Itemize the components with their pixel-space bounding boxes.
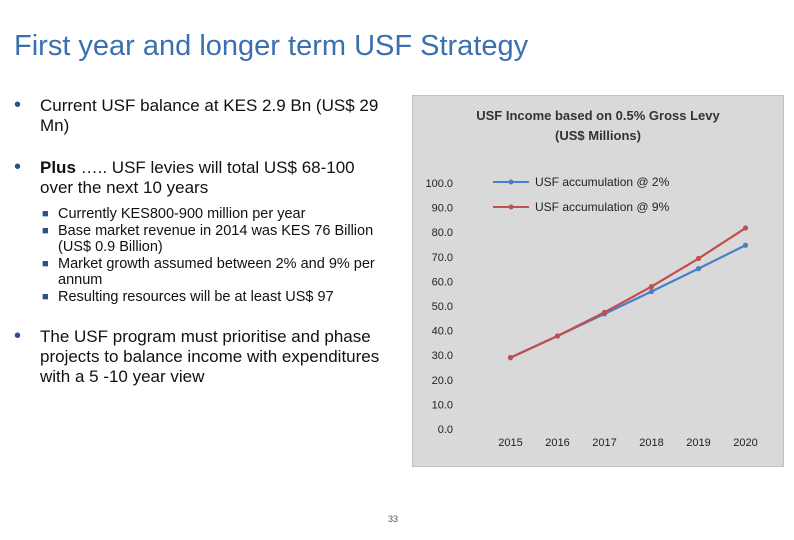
y-tick-label: 30.0 bbox=[431, 350, 453, 363]
bullet-dot-icon: • bbox=[14, 94, 22, 116]
y-tick-label: 40.0 bbox=[431, 325, 453, 338]
y-tick-label: 20.0 bbox=[431, 374, 453, 387]
sub-bullet-text: Resulting resources will be at least US$ 97 bbox=[58, 288, 334, 305]
data-point bbox=[649, 289, 654, 294]
bullet-usf-levies bbox=[14, 158, 389, 198]
bullet-usf-program bbox=[14, 327, 389, 387]
bullet-text: ….. USF levies will total US$ 68-100 over the next 10 years bbox=[40, 158, 355, 197]
x-tick-label: 2017 bbox=[592, 437, 617, 449]
legend-label: USF accumulation @ 9% bbox=[535, 200, 670, 214]
data-point bbox=[743, 225, 748, 230]
data-point bbox=[555, 333, 560, 338]
square-bullet-icon: ■ bbox=[42, 257, 49, 270]
usf-income-chart bbox=[412, 95, 784, 467]
x-tick-label: 2016 bbox=[545, 437, 570, 449]
chart-title: USF Income based on 0.5% Gross Levy bbox=[476, 108, 720, 123]
y-tick-label: 100.0 bbox=[425, 178, 453, 190]
data-point bbox=[508, 355, 513, 360]
bullet-text: Current USF balance at KES 2.9 Bn (US$ 29 Mn) bbox=[40, 96, 379, 135]
bullet-usf-balance bbox=[14, 96, 389, 136]
sub-bullet-text: Market growth assumed between 2% and 9% per annum bbox=[58, 255, 375, 288]
y-tick-label: 60.0 bbox=[431, 276, 453, 289]
bullet-list bbox=[14, 96, 389, 387]
bullet-text: The USF program must prioritise and phase projects to balance income with expenditures with a 5 -10 year view bbox=[40, 327, 380, 386]
sub-bullet bbox=[14, 256, 389, 289]
slide-title: First year and longer term USF Strategy bbox=[14, 30, 529, 62]
bullet-bold-text: Plus bbox=[40, 158, 76, 177]
x-tick-label: 2018 bbox=[639, 437, 664, 449]
sub-bullet bbox=[14, 289, 389, 306]
legend-label: USF accumulation @ 2% bbox=[535, 175, 670, 189]
data-point bbox=[649, 284, 654, 289]
x-tick-label: 2019 bbox=[686, 437, 711, 449]
legend-marker bbox=[509, 180, 514, 185]
series-line bbox=[511, 228, 746, 358]
x-tick-label: 2015 bbox=[498, 437, 523, 449]
y-tick-label: 10.0 bbox=[431, 399, 453, 412]
x-tick-label: 2020 bbox=[733, 437, 758, 449]
bullet-dot-icon: • bbox=[14, 325, 22, 347]
y-tick-label: 70.0 bbox=[431, 251, 453, 264]
square-bullet-icon: ■ bbox=[42, 290, 49, 303]
square-bullet-icon: ■ bbox=[42, 224, 49, 237]
data-point bbox=[696, 266, 701, 271]
legend-marker bbox=[509, 205, 514, 210]
y-tick-label: 0.0 bbox=[437, 424, 453, 436]
y-tick-label: 80.0 bbox=[431, 227, 453, 240]
square-bullet-icon: ■ bbox=[42, 208, 49, 220]
bullet-dot-icon: • bbox=[14, 156, 22, 178]
data-point bbox=[602, 310, 607, 315]
data-point bbox=[696, 256, 701, 261]
y-tick-label: 90.0 bbox=[431, 202, 453, 215]
y-tick-label: 50.0 bbox=[431, 301, 453, 313]
sub-bullet bbox=[14, 206, 389, 223]
sub-bullet-text: Base market revenue in 2014 was KES 76 Billion (US$ 0.9 Billion) bbox=[58, 222, 374, 255]
page-number: 33 bbox=[388, 514, 399, 524]
data-point bbox=[743, 243, 748, 248]
line-chart-svg bbox=[413, 96, 783, 466]
sub-bullet-text: Currently KES800-900 million per year bbox=[58, 206, 306, 222]
chart-subtitle: (US$ Millions) bbox=[555, 128, 641, 143]
sub-bullet bbox=[14, 223, 389, 256]
